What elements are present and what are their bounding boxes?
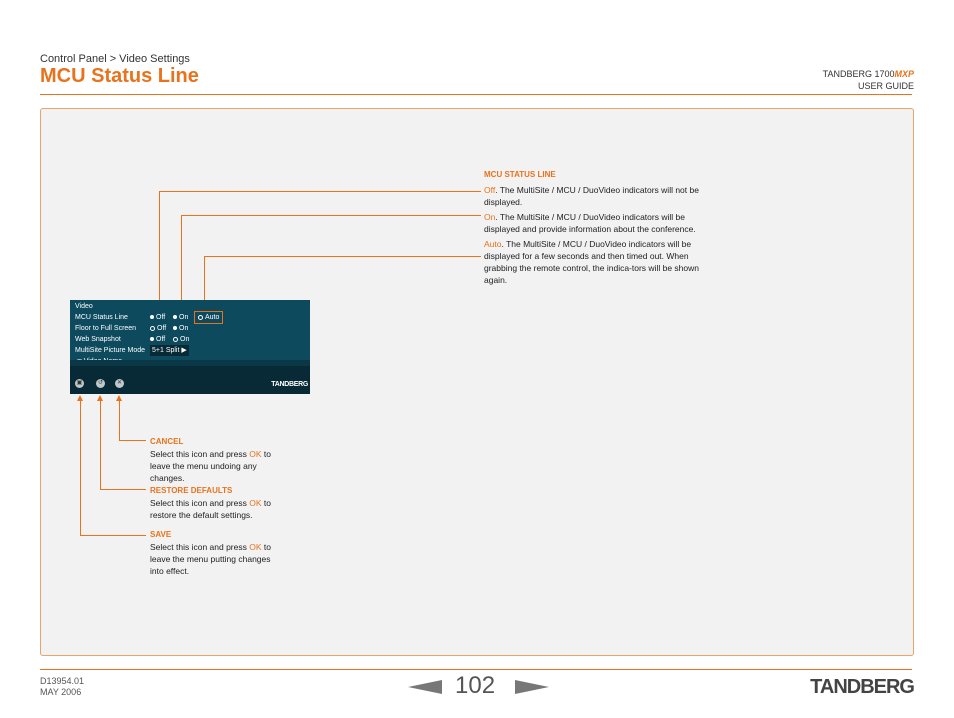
radio-selected-icon: [173, 326, 177, 330]
osd-option-on[interactable]: On: [173, 334, 189, 345]
previous-page-arrow-icon[interactable]: [408, 680, 442, 694]
off-description: [484, 184, 709, 208]
off-term: Off: [484, 185, 496, 195]
save-callout: [150, 529, 278, 577]
osd-option-off[interactable]: Off: [150, 323, 166, 334]
auto-term: Auto: [484, 239, 502, 249]
mcu-status-heading: MCU STATUS LINE: [484, 170, 556, 179]
product-label: [823, 68, 914, 92]
radio-selected-icon: [150, 315, 154, 319]
page-number: 102: [455, 672, 496, 699]
cancel-leader-horizontal: [119, 440, 146, 441]
restore-leader-horizontal: [100, 489, 146, 490]
on-description: [484, 211, 709, 235]
cancel-leader-vertical: [119, 399, 120, 441]
osd-row-floor-full-screen[interactable]: Floor to Full Screen: [75, 325, 137, 332]
auto-leader-horizontal: [204, 256, 481, 257]
tandberg-logo: TANDBERG: [810, 676, 914, 698]
osd-row-mcu-status[interactable]: MCU Status Line: [75, 314, 128, 321]
osd-menu: [70, 300, 310, 394]
on-term: On: [484, 212, 496, 222]
osd-logo: TANDBERG: [271, 381, 308, 388]
osd-picture-mode-select[interactable]: 5+1 Split ▶: [152, 347, 187, 354]
save-leader-vertical: [80, 399, 81, 536]
save-description: Select this icon and press OK to leave the menu putting changes into effect.: [150, 542, 271, 576]
radio-unselected-icon: [198, 315, 203, 320]
off-text: . The MultiSite / MCU / DuoVideo indicators will not be displayed.: [484, 185, 699, 207]
save-icon[interactable]: ▣: [76, 380, 83, 386]
next-page-arrow-icon[interactable]: [515, 680, 549, 694]
on-text: . The MultiSite / MCU / DuoVideo indicators will be displayed and provide information about the conference.: [484, 212, 696, 234]
osd-option-off[interactable]: Off: [150, 312, 165, 323]
osd-row-web-snapshot[interactable]: Web Snapshot: [75, 336, 121, 343]
footer-rule: [40, 669, 912, 670]
auto-text: . The MultiSite / MCU / DuoVideo indicators will be displayed for a few seconds and then timed out. When grabbing the remote control, the indica-tors will be shown again.: [484, 239, 699, 285]
osd-option-on[interactable]: On: [173, 312, 188, 323]
product-name: TANDBERG 1700: [822, 69, 895, 79]
header-rule: [40, 94, 912, 95]
auto-leader-vertical: [204, 256, 205, 303]
osd-option-off[interactable]: Off: [150, 334, 165, 345]
radio-selected-icon: [173, 315, 177, 319]
restore-defaults-callout: [150, 485, 290, 521]
auto-description: [484, 238, 709, 286]
doc-number: D13954.01: [40, 676, 85, 686]
guide-label: USER GUIDE: [857, 81, 914, 91]
off-leader-horizontal: [159, 191, 481, 192]
on-leader-horizontal: [181, 215, 481, 216]
osd-option-auto[interactable]: Auto: [194, 311, 223, 324]
restore-leader-vertical: [100, 399, 101, 490]
cancel-heading: CANCEL: [150, 437, 184, 446]
restore-defaults-heading: RESTORE DEFAULTS: [150, 486, 233, 495]
radio-unselected-icon: [173, 337, 178, 342]
restore-defaults-description: Select this icon and press OK to restore the default settings.: [150, 498, 271, 520]
page-title: MCU Status Line: [40, 65, 199, 87]
on-leader-vertical: [181, 215, 182, 303]
product-suffix: MXP: [894, 69, 914, 79]
cancel-description: Select this icon and press OK to leave the menu undoing any changes.: [150, 449, 271, 483]
cancel-callout: [150, 436, 288, 484]
radio-selected-icon: [150, 337, 154, 341]
save-heading: SAVE: [150, 530, 172, 539]
breadcrumb: Control Panel > Video Settings: [40, 53, 190, 65]
restore-defaults-icon[interactable]: ↺: [97, 380, 104, 386]
osd-button-bar: [70, 366, 310, 394]
cancel-icon[interactable]: ✕: [116, 380, 123, 386]
mcu-status-callout: [484, 169, 709, 286]
off-leader-vertical: [159, 191, 160, 303]
osd-menu-title: Video: [75, 303, 93, 310]
footer-doc-info: [40, 676, 84, 698]
osd-option-on[interactable]: On: [173, 323, 188, 334]
osd-row-multisite-picture-mode[interactable]: MultiSite Picture Mode: [75, 347, 146, 354]
radio-unselected-icon: [150, 326, 155, 331]
save-leader-horizontal: [80, 535, 146, 536]
doc-date: MAY 2006: [40, 687, 82, 697]
